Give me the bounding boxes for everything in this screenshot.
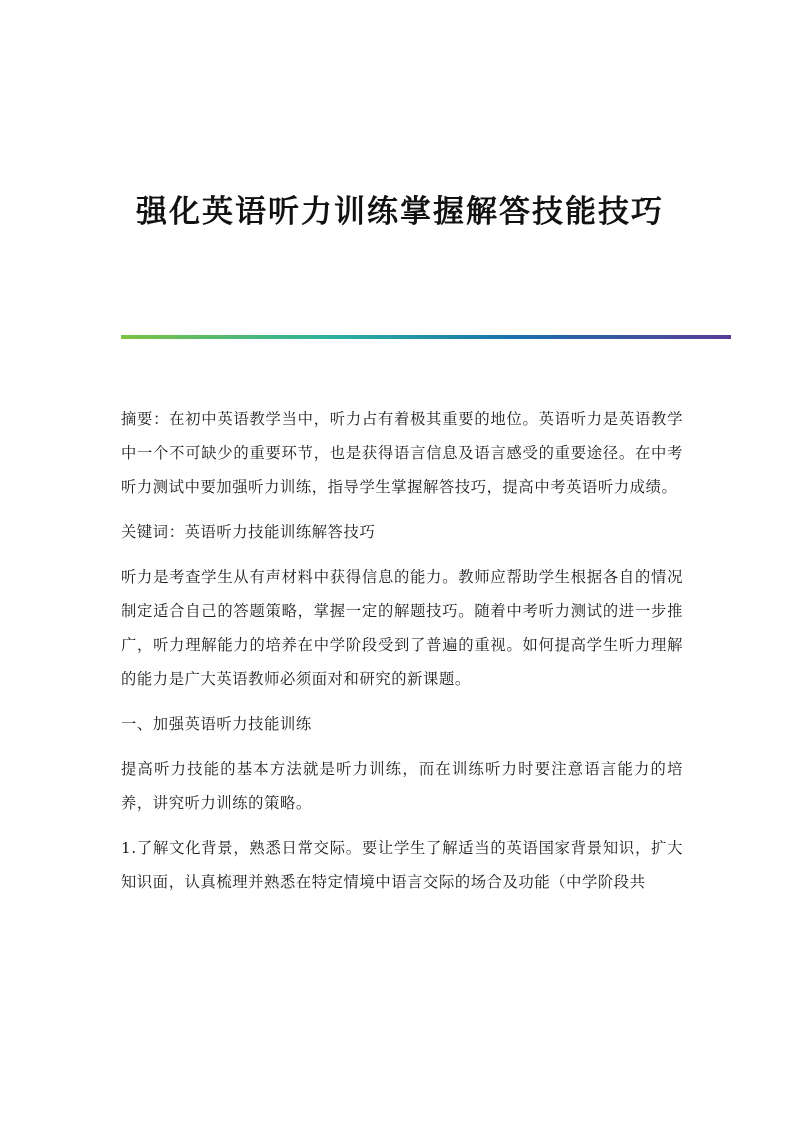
section-heading: 一、加强英语听力技能训练 xyxy=(121,715,312,733)
abstract-paragraph: 摘要：在初中英语教学当中，听力占有着极其重要的地位。英语听力是英语教学中一个不可缺少的重要环节，也是获得语言信息及语言感受的重要途径。在中考听力测试中要加强听力训练，指导学生掌握解答技巧，提高中考英语听力成绩。 xyxy=(121,410,683,496)
document-title: 强化英语听力训练掌握解答技能技巧 xyxy=(136,194,664,230)
document-body xyxy=(121,402,683,910)
section-paragraph: 提高听力技能的基本方法就是听力训练，而在训练听力时要注意语言能力的培养，讲究听力训练的策略。 xyxy=(121,760,683,812)
title-divider xyxy=(121,335,731,339)
list-item-paragraph: 1.了解文化背景，熟悉日常交际。要让学生了解适当的英语国家背景知识，扩大知识面，认真梳理并熟悉在特定情境中语言交际的场合及功能（中学阶段共 xyxy=(121,839,683,891)
intro-paragraph: 听力是考查学生从有声材料中获得信息的能力。教师应帮助学生根据各自的情况制定适合自己的答题策略，掌握一定的解题技巧。随着中考听力测试的进一步推广，听力理解能力的培养在中学阶段受到了普遍的重视。如何提高学生听力理解的能力是广大英语教师必须面对和研究的新课题。 xyxy=(121,568,683,688)
keywords-paragraph: 关键词：英语听力技能训练解答技巧 xyxy=(121,523,376,541)
